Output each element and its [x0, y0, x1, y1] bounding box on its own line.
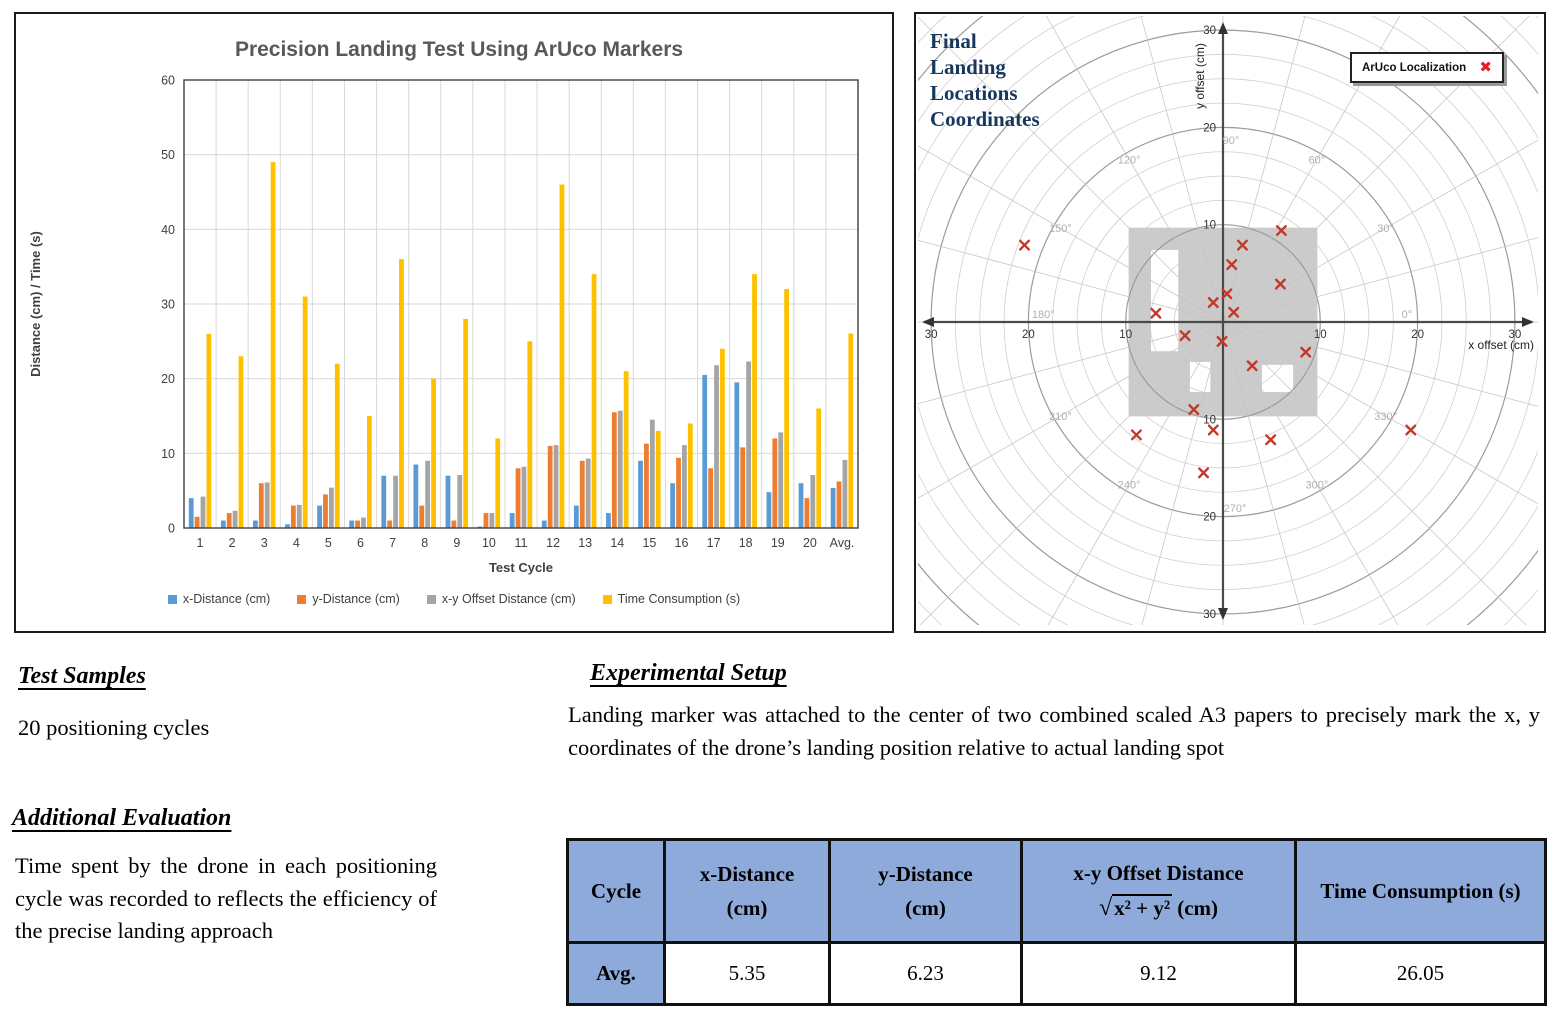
bar: [303, 297, 308, 528]
svg-text:10: 10: [1313, 329, 1327, 341]
bar: [233, 511, 238, 528]
bar: [848, 333, 853, 528]
y-axis-title: Distance (cm) / Time (s): [28, 231, 43, 377]
svg-text:40: 40: [161, 222, 175, 237]
bar: [329, 488, 334, 528]
bar: [843, 460, 848, 528]
svg-text:20: 20: [1411, 329, 1424, 341]
bar: [805, 498, 810, 528]
svg-text:14: 14: [610, 536, 625, 550]
bar: [516, 468, 521, 528]
svg-text:16: 16: [674, 536, 689, 550]
svg-text:20: 20: [161, 372, 175, 387]
y-offset-axis-title: y offset (cm): [1193, 43, 1207, 109]
bar: [810, 475, 815, 528]
bar: [740, 447, 745, 528]
legend-label: y-Distance (cm): [312, 592, 400, 606]
svg-text:2: 2: [228, 536, 236, 550]
additional-evaluation-heading: Additional Evaluation: [12, 805, 232, 831]
svg-text:270°: 270°: [1223, 502, 1247, 515]
bar: [425, 461, 430, 528]
results-table: [566, 838, 1547, 1006]
test-samples-body: 20 positioning cycles: [18, 715, 210, 740]
svg-text:0°: 0°: [1401, 309, 1413, 321]
bar: [355, 521, 360, 528]
bar: [463, 319, 468, 528]
bar: [510, 513, 515, 528]
bar: [195, 517, 200, 528]
svg-text:150°: 150°: [1048, 223, 1072, 236]
col-header-xy-offset: x-y Offset Distance √x² + y² (cm): [1022, 840, 1296, 943]
svg-text:20: 20: [1203, 511, 1216, 524]
bar: [367, 416, 372, 528]
legend-item: [427, 592, 576, 606]
polar-title-line: Locations: [930, 81, 1018, 105]
bar: [767, 492, 772, 528]
bar-series: [207, 162, 854, 528]
bar: [720, 349, 725, 528]
table-row: [568, 943, 1546, 1005]
svg-text:15: 15: [642, 536, 657, 550]
bar: [688, 423, 693, 528]
svg-text:9: 9: [453, 536, 461, 550]
svg-text:20: 20: [1022, 329, 1035, 341]
polar-title-line: Landing: [930, 55, 1006, 79]
svg-text:18: 18: [738, 536, 753, 550]
bar: [670, 483, 675, 528]
bar: [682, 445, 687, 528]
legend-swatch-icon: [168, 595, 177, 604]
svg-text:30°: 30°: [1377, 223, 1394, 236]
svg-text:10: 10: [481, 536, 496, 550]
bar: [399, 259, 404, 528]
bar: [650, 420, 655, 528]
y-axis-ticks: [161, 74, 175, 536]
legend-swatch-icon: [297, 595, 306, 604]
landing-point-marker: [1020, 241, 1029, 250]
landing-point-marker: [1199, 469, 1208, 478]
additional-evaluation-body: Time spent by the drone in each positioning cycle was recorded to reflects the efficiency of the precise landing approach: [15, 853, 437, 944]
bar-chart-legend: [16, 592, 892, 606]
svg-text:12: 12: [546, 536, 561, 550]
experimental-setup-heading: Experimental Setup: [590, 660, 787, 686]
bar: [446, 476, 451, 528]
bar: [484, 513, 489, 528]
svg-text:30: 30: [1203, 608, 1216, 621]
table-header-row: [568, 840, 1546, 943]
svg-text:7: 7: [389, 536, 397, 550]
bar: [201, 497, 206, 528]
col-header-x-distance: x-Distance (cm): [665, 840, 830, 943]
legend-label: x-y Offset Distance (cm): [441, 592, 576, 606]
svg-text:180°: 180°: [1031, 309, 1055, 321]
x-axis-ticks: [197, 536, 855, 550]
bar: [624, 371, 629, 528]
svg-text:20: 20: [1203, 122, 1216, 135]
bar: [381, 476, 386, 528]
bar-series: [195, 412, 842, 528]
svg-text:3: 3: [260, 536, 268, 550]
bar: [451, 521, 456, 528]
bar: [297, 505, 302, 528]
bar: [772, 438, 777, 528]
bar: [317, 506, 322, 528]
legend-item: [168, 592, 271, 606]
col-header-y-distance: y-Distance (cm): [830, 840, 1022, 943]
bar: [413, 465, 418, 528]
svg-text:30: 30: [924, 329, 938, 341]
svg-text:60°: 60°: [1308, 154, 1326, 167]
bar: [592, 274, 597, 528]
svg-text:330°: 330°: [1374, 410, 1398, 423]
svg-text:19: 19: [770, 536, 785, 550]
bar: [259, 483, 264, 528]
bar: [271, 162, 276, 528]
experimental-setup-body: Landing marker was attached to the center of two combined scaled A3 papers to precisely mark the x, y coordinates of the drone’s landing position relative to actual landing spot: [568, 702, 1540, 760]
col-header-cycle: Cycle: [568, 840, 665, 943]
bar: [606, 513, 611, 528]
bar: [560, 185, 565, 528]
bar: [778, 432, 783, 528]
aruco-marker-cutout: [1151, 250, 1178, 351]
svg-text:5: 5: [324, 536, 332, 550]
polar-chart-legend: [1350, 52, 1504, 83]
landing-point-marker: [1132, 431, 1141, 440]
bar-series: [201, 361, 848, 528]
svg-text:30: 30: [161, 297, 175, 312]
red-x-marker-icon: ✖: [1479, 58, 1492, 76]
bar: [189, 498, 194, 528]
bar: [548, 446, 553, 528]
bar: [831, 488, 836, 528]
svg-text:1: 1: [196, 536, 204, 550]
bar: [638, 461, 643, 528]
col-header-time-consumption: Time Consumption (s): [1296, 840, 1546, 943]
svg-text:300°: 300°: [1305, 479, 1329, 492]
row-label-avg: Avg.: [568, 943, 665, 1005]
bar: [656, 431, 661, 528]
bar: [574, 506, 579, 528]
legend-swatch-icon: [427, 595, 436, 604]
avg-time-consumption: 26.05: [1296, 943, 1546, 1005]
bar: [419, 506, 424, 528]
bar: [253, 521, 258, 528]
bar: [489, 513, 494, 528]
svg-text:Avg.: Avg.: [829, 536, 855, 550]
legend-label: Time Consumption (s): [617, 592, 741, 606]
bar: [644, 444, 649, 528]
bar: [457, 475, 462, 528]
bar: [714, 365, 719, 528]
x-offset-axis-title: x offset (cm): [1468, 338, 1534, 352]
bar-chart: [16, 14, 888, 627]
svg-text:240°: 240°: [1117, 479, 1141, 492]
bar: [227, 513, 232, 528]
bar: [431, 379, 436, 528]
svg-text:6: 6: [357, 536, 364, 550]
bar: [239, 356, 244, 528]
svg-text:60: 60: [161, 73, 175, 88]
avg-y-distance: 6.23: [830, 943, 1022, 1005]
svg-text:10: 10: [161, 446, 175, 461]
bar: [335, 364, 340, 528]
svg-text:210°: 210°: [1048, 410, 1072, 423]
bar-chart-panel: [14, 12, 894, 633]
svg-text:13: 13: [578, 536, 593, 550]
bar: [580, 461, 585, 528]
bar: [784, 289, 789, 528]
svg-text:4: 4: [292, 536, 300, 550]
bar: [799, 483, 804, 528]
polar-chart-title: [930, 28, 1040, 132]
svg-text:90°: 90°: [1222, 135, 1240, 148]
aruco-marker-cutout: [1190, 362, 1210, 392]
legend-item: [297, 592, 400, 606]
bar: [542, 521, 547, 528]
bar: [702, 375, 707, 528]
bar: [816, 409, 821, 528]
bar: [265, 482, 270, 528]
landing-point-marker: [1209, 426, 1218, 435]
bar: [554, 445, 559, 528]
bar: [495, 438, 500, 528]
svg-text:50: 50: [161, 148, 175, 163]
svg-text:10: 10: [1119, 329, 1133, 341]
x-axis-title: Test Cycle: [488, 560, 554, 575]
bar: [734, 382, 739, 528]
svg-text:17: 17: [706, 536, 721, 550]
svg-text:10: 10: [1203, 414, 1216, 427]
legend-item: [603, 592, 741, 606]
bar-series: [189, 375, 836, 528]
legend-label: x-Distance (cm): [182, 592, 271, 606]
bar: [291, 506, 296, 528]
bar: [522, 467, 527, 528]
bar-chart-title: Precision Landing Test Using ArUco Markers: [234, 38, 684, 61]
bar: [752, 274, 757, 528]
bar: [676, 458, 681, 528]
polar-legend-label: ArUco Localization: [1362, 61, 1467, 74]
bar: [612, 412, 617, 528]
svg-text:30: 30: [1203, 25, 1216, 38]
avg-xy-offset: 9.12: [1022, 943, 1296, 1005]
bar: [837, 481, 842, 528]
bar: [708, 468, 713, 528]
bar: [746, 361, 751, 528]
svg-text:8: 8: [421, 536, 429, 550]
landing-point-marker: [1266, 435, 1275, 444]
bar: [207, 334, 212, 528]
svg-text:120°: 120°: [1117, 154, 1141, 167]
svg-text:30: 30: [1508, 329, 1522, 341]
test-samples-heading: Test Samples: [18, 663, 146, 689]
bar: [349, 521, 354, 528]
bar: [586, 459, 591, 528]
bar: [393, 476, 398, 528]
bar: [387, 521, 392, 528]
bar: [323, 494, 328, 528]
svg-text:10: 10: [1203, 219, 1216, 232]
bar: [361, 518, 366, 528]
svg-text:20: 20: [802, 536, 817, 550]
bar: [618, 411, 623, 528]
bar: [221, 521, 226, 528]
polar-chart-panel: [914, 12, 1546, 633]
aruco-marker-cutout: [1262, 365, 1293, 392]
avg-x-distance: 5.35: [665, 943, 830, 1005]
polar-title-line: Coordinates: [930, 107, 1040, 131]
svg-text:11: 11: [514, 536, 528, 550]
legend-swatch-icon: [603, 595, 612, 604]
svg-text:0: 0: [168, 521, 175, 536]
bar: [527, 341, 532, 528]
polar-title-line: Final: [930, 29, 977, 53]
